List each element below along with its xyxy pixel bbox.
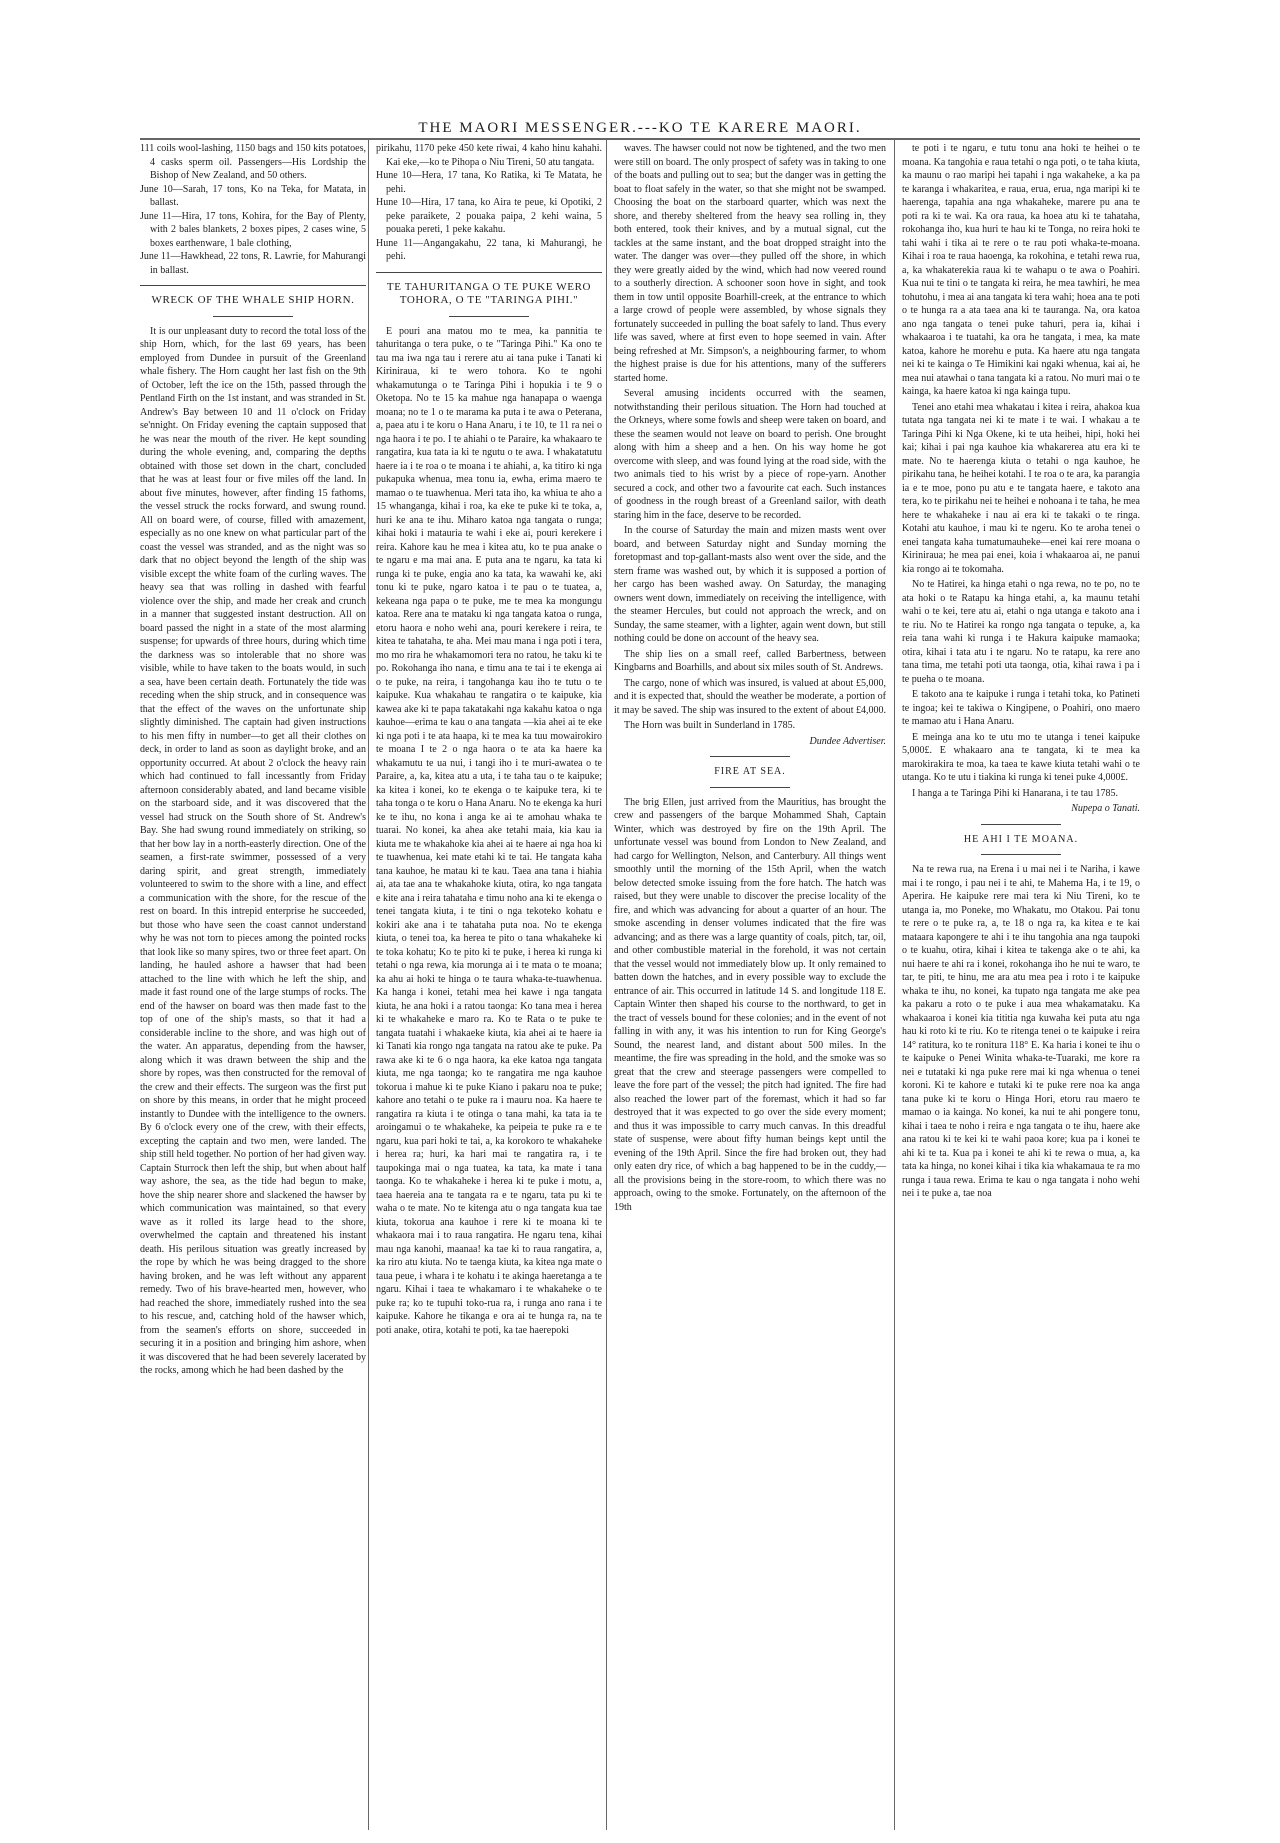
article-paragraph: E pouri ana matou mo te mea, ka pannitia te tahuritanga o tera puke, o te "Taringa Pihi." Ka ono te tau ma iwa nga tau i rerere atu ai tana puke i Tanati ki Kiriniraua, ki te wero tohora. Ko te ngohi whakamutunga o te Taringa Pihi i hopukia i te 9 o Oketopa. No te 15 ka mahue nga hanapapa o waenga moana; no te 1 o te marama ka puta i te awa o Peterana, a, paea atu i te koru o Hana Anaru, i te 10, te 11 ra nei o nga haora i te po. I te ahiahi o te Paraire, ka whakaaro te rangatira, kua tata ia ki te ngutu o te awa. I whakatatutu haere ia i te roa o te moana i te ahiahi, a, ka titiro ki nga pukapuka whenua, mea tonu ia, ewha, erima maero te mamao o te tuawhenua. Meri tata iho, ka whiua te aho a 15 whanganga, kihai i roa, ka eke te puke ki te toka, a, huri ke ana te ihu. Miharo katoa nga tangata o runga; kihai hoki i matauria te wahi i eke ai, pouri kerekere i reira. Kahore kau he mea i kitea atu, ko te pua anake o te ngaru e ma mai ana. E puta ana te ngaru, ka tata ki runga ki te puke, engia ano ka tata, ka wawahi ke, aki tonu ki te puke, ngaro katoa i te pau o te tuatea, a, kekeana nga papa o te puke, me te mea ka mongungu katoa. Rere ana te mataku ki nga tangata katoa o runga, etoru haora e noho wehi ana, pouri kerekere i reira, te kitea te tahataha, te aha. Mei mau mana i nga poti i tera, mo mo rira he whakamomori tera no ratou, he taku ki te po. Rokohanga iho nana, e timu ana te tai i te ekenga ai o te puke, na reira, i tangohanga kau iho te tutu o te kaipuke. Kua whakahau te rangatira o te kaipuke, kia kawea ake ki te papa takatakahi nga kakahu katoa o nga kauhoe—erima te kau o ana tangata —kia ahei ai te eke ki nga poti i te ata haapa, ki te mea ka tuu mowairokiro te moana I te 2 o nga haora o te ata ka haere ka whakamutu te ua nui, i tangi iho i te muri-awatea o te Paraire, a, ka, kitea atu a uta, i te taha tau o te kaipuke; ka kitea i konei, ko te ekenga o te kaipuke tera, ki te taha tonga o te koru o Hana Anaru. No te ekenga ka huri ke te ihu, no kona i anga ke ai te amohau whaka te tuarai. No konei, ka ahea ake tetahi maia, kia kau ia kiuta me te whakahoke kia ahei ai te haere ai nga hoa ki te tuawhenua, kei mate etahi ki te tai. He tangata kaha tana kauhoe, he matau ki te kau. Taea ana tana i hiahia ai, ata tae ana te whakahoke kiuta, otira, ko nga tangata e kite ana i reira tahataha e timu noho ana ki te ekenga o tenei tangata kiuta, i te tini o nga tekoteko kohatu e kokiri ake ana i te tahataha puta noa. No te ekenga kiuta, o tenei toa, ka herea te pito o tana whakaheke ki te toka kohatu; Ko te pito ki te puke, i herea ki runga ki tetahi o nga rewa, kia morunga ai i te mata o te moana; ka ahu ai hoki te hinga o te taura whaka-te-tuawhenua. Ka hanga i konei, tetahi mea hei kawe i nga tangata kiuta, he ana hoki i a ratou taonga: Ko tana mea i herea ki te whakaheke e maro ra. Ko te Rata o te puke te tangata tuatahi i whakaeke kiuta, kia ahei ai te haere ia ki Tanati kia rongo nga tangata na ratou ake te puke. Pa rawa ake ki te 6 o nga haora, ka eke katoa nga tangata kiuta, me nga taonga; ko te rangatira me nga kauhoe tokorua i mahue ki te puke Kiano i pakaru noa te puke; kahore ano tetahi o te puke ra i mauru noa. Ka haere te rangatira ra kiuta i te otinga o tana mahi, ka tata ia te aroingamui o te whakaheke, ka peipeia te puke ra e te ngaru, kua pari hoki te tai, a, ka korokoro te whakaheke i herea ra; huri, ka hari mai te rangatira ra, i te taupokinga mai o nga tuatea, ka tata, ka mate i tana taonga. Ko te whakaheke i herea ki te puke i motu, a, taea haereia ana te tangata ra e te ngaru, tata pu ki te waha o te mate. No te kitenga atu o nga tangata kua tae kiuta, tokorua ana kauhoe i rere ki te moana ki te whakaora mai i to raua rangatira. He ngaru tena, kihai mau nga kanohi, maanaa! ka tae ki to raua rangatira, a, ka riro atu kiuta. No te taenga kiuta, ka kitea nga mate o taua peue, i whara i te kohatu i te akinga haeretanga a te ngaru. Kihai i taea te whakamaro i te whakaheke o te puke ra; ko te tupuhi toko-rua ra, i runga ano rana i te kaipuke. Kahore he tikanga e ora ai te hunga ra, na te poti anake, otira, kotahi te poti, ka tae haerepoki <box>376 325 602 1336</box>
page-header <box>140 120 1140 137</box>
section-divider <box>981 824 1061 825</box>
column-2 <box>376 142 602 1339</box>
shipping-entry: June 11—Hawkhead, 22 tons, R. Lawrie, for Mahurangi in ballast. <box>140 251 366 276</box>
article-paragraph: Tenei ano etahi mea whakatau i kitea i reira, ahakoa kua tutata nga tangata nei ki te mate i te wai. I whakau a te Taringa Pihi ki Nga Okene, ki te uta heihei, hipi, hoki hei kai; kihai i pai nga kauhoe kia whakarerea atu era ki te mate. No te haerenga kiuta o tetahi o nga kauhoe, he pirikahu tana, he heihei kotahi. I te roa o te ara, ka parangia ia e te moe, pono pu atu e te tangata haere, e takoto ana tera, ko te pirikahu nei te heihei e nohoana i te taha, he mea here te whakaheke i nau ai era ki te takaki o te ringa. Kotahi atu kauhoe, i mau ki te ngeru. Ko te aroha tenei o enei tangata kaha tumatumauheke—enei kai rere moana o Kiriniraua; he mea pai enei, koia i whakaaroa ai, ne panui kia rongo ai te tokomaha. <box>902 401 1140 575</box>
masthead-title: THE MAORI MESSENGER.---KO TE KARERE MAORI. <box>418 120 862 136</box>
article-heading: FIRE AT SEA. <box>714 766 786 777</box>
shipping-entry-maori: Hune 11—Angangakahu, 22 tana, ki Mahurangi, he pehi. <box>376 237 602 262</box>
column-rule <box>368 140 369 1830</box>
header-rule <box>140 138 1140 140</box>
column-1 <box>140 142 366 1380</box>
article-paragraph: Na te rewa rua, na Erena i u mai nei i te Nariha, i kawe mai i te rongo, i pau nei i te ahi, te Mahema Ha, i te 19, o Aperira. He kaipuke rere mai tera ki Niu Tireni, ko te utanga ia, mo Poneke, mo Whakatu, mo Otakou. Pai tonu te rere o te puke ra, a, te 18 o nga ra, ka kitea e te kai mataara kapongere te ahi i te ihu tangohia ana nga taupoki o te kuahu, otira, kihai i kitea te takenga ake o te ahi, ka nui haere te ahi ra i konei, rokohanga iho he nui te waro, te tar, te piti, te hinu, me ara atu mea pea i roto i te kaipuke whaka te ihu, no konei, ka tupato nga tangata me ake pea ka pakaru a roto o te puke i aua mea whakamataku. Ka whakaaroa i konei kia tititia nga kuwaha kei puta atu nga hau ki roto ki te riu. Ko te ritenga tenei o te kaipuke i reira 14° ratitura, ko te ronitura 118° E. Ka haria i konei te ihu o te kaipuke o Penei Winita whaka-te-Tuaraki, me kore ra nei e tutataki ki nga puke rere mai ki nga whenua o tenei koroni. Ki te kahore e tutaki ki te puke rere noa ka anga tana puke ki te koru o Hinga Hori, etoru rau maero te mamao o ia kainga. No konei, ka nui te ahi pongere tonu, kihai i taea te noho i reira e nga tangata o te ihu, haere ake ana ratou ki te kei ki te wahi paoa kore; kua pa i konei te ahi ki te ta. Kua pa i konei te ahi ki te rewa o mua, a, ka tata ka hinga, no konei kihai i tika kia whakamaua te ra mo runga i taua rewa. Erima te kau o nga tangata i noho wehi nei i te puke a, tae noa <box>902 864 1140 1199</box>
article-paragraph: waves. The hawser could not now be tightened, and the two men were still on board. The only prospect of safety was in taking to one of the boats and pulling out to sea; but the danger was in getting the boat to float safely in the water, so that she might not be swamped. Choosing the boat on the starboard quarter, which was next the shore, and thereby sheltered from the heavy sea rolling in, they both entered, took their knives, and by a mutual signal, cut the tackles at the same instant, and the boat dropped straight into the water. The danger was over—they pulled off the shore, in which they were greatly aided by the wind, which had now veered round to a southerly direction. A schooner soon hove in sight, and took them in tow until opposite Boarhill-creek, at the entrance to which a large crowd of people were assembled, by whose signals they fortunately succeeded in pulling the boat safely to land. Thus every life was saved, where at first even to hope seemed in vain. After being refreshed at Mr. Simpson's, a neighbouring farmer, to whom the highest praise is due for his attentions, many of the sufferers started home. <box>614 143 886 384</box>
heading-divider <box>981 854 1061 855</box>
heading-divider <box>213 316 293 317</box>
article-byline: Dundee Advertiser. <box>809 735 886 747</box>
article-paragraph: The cargo, none of which was insured, is valued at about £5,000, and it is expected that, should the weather be moderate, a portion of it may be saved. The ship was insured to the extent of about £4,000. <box>614 677 886 716</box>
column-rule <box>894 140 895 1830</box>
article-heading-maori: HE AHI I TE MOANA. <box>963 833 1079 845</box>
article-heading: WRECK OF THE WHALE SHIP HORN. <box>151 294 355 306</box>
article-paragraph: The ship lies on a small reef, called Barbertness, between Kingbarns and Boarhills, and about six miles south of St. Andrews. <box>614 648 886 673</box>
article-paragraph: It is our unpleasant duty to record the total loss of the ship Horn, which, for the last 69 years, has been employed from Dundee in pursuit of the Greenland whale fishery. The Horn caught her last fish on the 9th of October, left the ice on the 15th, passed through the Pentland Firth on the 1st instant, and was stranded in St. Andrew's Bay between 10 and 11 o'clock on Friday se'nnight. On Friday evening the captain supposed that he was near the mouth of the river. He kept sounding during the whole evening, and, comparing the depths obtained with those set down in the chart, concluded that he was at least four or five miles off the land. In about five minutes, however, after finding 15 fathoms, the vessel struck the rocks forward, and swung round. All on board were, of course, filled with amazement, especially as no one knew on what particular part of the coast the vessel was stranded, and as the night was so dark that no object beyond the length of the ship was visible except the white foam of the curling waves. The heavy sea that was rolling in dashed with fearful violence over the ship, and made her creak and crunch in a manner that suggested instant destruction. All on board passed the night in a state of the most alarming suspense; for upwards of three hours, during which time the darkness was so intolerable that no shore was visible, while to have taken to the boats would, in such a sea, have been certain death. Fortunately the tide was receding when the ship struck, and in consequence was that the effect of the waves on the unfortunate ship slightly diminished. The captain had given instructions to his men fifty in number—to get all their clothes on deck, in order to land as soon as daylight broke, and an opportunity occurred. At about 2 o'clock the heavy rain which had continued to fall incessantly from Friday afternoon considerably abated, and land became visible on the starboard side, and it was discovered that the vessel had struck on the South shore of St. Andrew's Bay. She had swung round immediately on striking, so that her bow lay in a north-easterly direction. One of the seamen, a first-rate swimmer, possessed of a very daring spirit, and great strength, immediately volunteered to swim to the shore with a line, and effect a communication with the shore, for the rescue of the rest on board. In this intrepid enterprise he succeeded, but those who have seen the coast cannot understand why he was not torn to pieces among the pointed rocks that look like so many spires, two or three feet apart. On landing, he hauled ashore a hawser that had been attached to the line with which he left the ship, and made it fast round one of the large stumps of rocks. The end of the hawser on board was then made fast to the top of one of the ship's masts, so that it had a considerable incline to the shore, and was high out of the water. An apparatus, depending from the hawser, along which it was drawn between the ship and the shore by ropes, was then constructed for the removal of the crew and their effects. The surgeon was the first put on shore by this means, in order that he might proceed instantly to Dundee with the intelligence to the owners. By 6 o'clock every one of the crew, with their effects, excepting the captain and two men, were landed. The ship still held together. No portion of her had given way. Captain Sturrock then left the ship, but when about half way ashore, the sea, as the tide had begun to make, hove the ship nearer shore and slackened the hawser by which communication was maintained, so that every wave as it rolled its large head to the shore, overwhelmed the captain and threatened his instant death. His perilous situation was greatly increased by the rope by which he was being dragged to the shore having broken, and he was left without any apparent remedy. Two of his brave-hearted men, however, who had reached the shore, immediately rushed into the sea to his rescue, and, catching hold of the hawser which, from the seamen's efforts on shore, succeeded in securing it in a position and bringing him ashore, when it was discovered that he had been severely lacerated by the rocks, among which he had been dashed by the <box>140 325 366 1376</box>
section-divider <box>140 285 366 286</box>
shipping-entry: June 11—Hira, 17 tons, Kohira, for the Bay of Plenty, with 2 bales blankets, 2 boxes pipes, 2 cases wine, 5 boxes earthenware, 1 bale clothing, <box>140 210 366 249</box>
article-paragraph: I hanga a te Taringa Pihi ki Hanarana, i te tau 1785. <box>912 787 1118 799</box>
column-4 <box>902 142 1140 1203</box>
article-paragraph: The Horn was built in Sunderland in 1785. <box>624 720 796 731</box>
shipping-entry: June 10—Sarah, 17 tons, Ko na Teka, for Matata, in ballast. <box>140 183 366 208</box>
article-byline: Nupepa o Tanati. <box>1071 803 1140 814</box>
shipping-entry-maori: Hune 10—Hera, 17 tana, Ko Ratika, ki Te Matata, he pehi. <box>376 170 602 195</box>
column-3 <box>614 142 886 1216</box>
article-paragraph: Several amusing incidents occurred with the seamen, notwithstanding their perilous situation. The Horn had touched at the Orkneys, where some fowls and sheep were taken on board, and these the seamen would not leave on board to perish. One brought along with him a sheep and a hen. On his way home he got overcome with sleep, and was found lying at the road side, with the two animals tied to his wrist by a piece of rope-yarn. Another secured a cock, and other two a favourite cat each. Such instances of goodness in the rough breast of a Greenland sailor, with death staring him in the face, deserve to be recorded. <box>614 388 886 521</box>
shipping-entry-maori: Hune 10—Hira, 17 tana, ko Aira te peue, ki Opotiki, 2 peke paraikete, 2 pouaka paipa, 2 kehi waina, 5 pouaka pereti, 1 peke kakahu. <box>376 197 602 235</box>
article-heading-maori: TE TAHURITANGA O TE PUKE WERO TOHORA, O TE "TARINGA PIHI." <box>386 280 592 306</box>
shipping-entry: 111 coils wool-lashing, 1150 bags and 150 kits potatoes, 4 casks sperm oil. Passengers—His Lordship the Bishop of New Zealand, and 50 others. <box>140 143 366 181</box>
article-paragraph: The brig Ellen, just arrived from the Mauritius, has brought the crew and passengers of the barque Mohammed Shah, Captain Winter, which was destroyed by fire on the 19th April. The unfortunate vessel was bound from London to New Zealand, and had cargo for Wellington, Nelson, and Canterbury. All things went smoothly until the morning of the 15th April, when the watch below detected smoke issuing from the fore hatch. The hatch was raised, but they were unable to discover the precise locality of the fire, and which was advancing for about a quarter of an hour. The smoke ascending in denser volumes indicated that the fire was advancing; and as there was a large quantity of coals, pitch, tar, oil, and other combustible material in the forehold, it was not certain that the vessel would not immediately blow up. It only remained to batten down the hatches, and in every possible way to exclude the entrance of air. This occurred in latitude 14 S. and longitude 118 E. Captain Winter then shaped his course to the northward, to get in the tract of vessels bound for these colonies; and in the event of not falling in with any, it was his intention to run for King George's Sound, the nearest land, and distant about 500 miles. In the meantime, the fire was spreading in the hold, and the smoke was so great that the crew and steerage passengers were compelled to leave the fore part of the vessel; the pitch had ignited. The fire had also reached the lower part of the foremast, which it had so far destroyed that it was expected to go over the side every moment; and thus it was impossible to carry much canvas. In this dreadful state of suspense, were about fifty human beings kept until the evening of the 19th April. Since the fire had broken out, they had only eaten dry rice, of which a bag happened to be in the cuddy,—all the provisions being in the store-room, to which there was no approach, owing to the smoke. Fortunately, on the afternoon of the 19th <box>614 796 886 1213</box>
article-paragraph: E takoto ana te kaipuke i runga i tetahi toka, ko Patineti te ingoa; kei te takiwa o Kingipene, o Poahiri, ono maero te mamao atu i Hana Anaru. <box>902 689 1140 727</box>
heading-divider <box>710 787 790 788</box>
section-divider <box>376 272 602 273</box>
article-paragraph: No te Hatirei, ka hinga etahi o nga rewa, no te po, no te ata hoki o te Ratapu ka hinga etahi, a, ka maunu tetahi wahi o te kei, tere atu ai, etahi o nga utanga e takoto ana i te riu. No te Hatirei ka rongo nga tangata o tepuke, a, ka reia tana wahi ki runga i te Hakura kaipuke mamaoka; otira, kihai i tata atu i te ngaru. No te ratapu, ka rere ano tana tima, me tetahi poti uta taonga, otia, kihai rawa i pa i te pueha o te moana. <box>902 579 1140 685</box>
article-paragraph: te poti i te ngaru, e tutu tonu ana hoki te heihei o te moana. Ka tangohia e raua tetahi o nga poti, o te taha kiuta, ka maunu o rao maripi hei tapahi i nga wakaheke, a ka pa te karanga i whakaritea, e raua, erua, erua, nga maripi ki te haerenga, tapahia ana nga whakaheke, marere pu ana te poti ra ki te wai. Ka ora raua, ka hoea atu ki te tahataha, rokohanga iho, kua huri te hau ki te Tonga, no reira hoki te tahi wahi i tika ai te rere o te rau poti whaka-te-moana. Kihai i roa te rauа haoenga, ka rokohina, e tetahi rewa rua, a, ka whakaterekia raua ki te wahapu o te awa o Poahiri. Kua nui te tini o te tangata ki reira, he mea tawhiri, he mea tohutohu, i mea ai ana tangata ki tera wahi; hoea ana te poti o te hunga ra a ata taea ana ki te tauranga. Na, ora katoa ano nga tangata o tenei puke tahuri, pera ia, kihai i whakaaroa i te tuatahi, ka ora he tangata, i mea, ka mate katoa, kahore he morehu e puta. Ka haere atu nga tangata nei ki te kainga o Te Himikini kai ngaki whenua, kai ai, he mea nui atawhai o tana tangata ki a ratou. No muri mai o te kainga, ka haere katoa ki nga kainga tupu. <box>902 143 1140 397</box>
section-divider <box>710 756 790 757</box>
article-paragraph: E meinga ana ko te utu mo te utanga i tenei kaipuke 5,000£. E whakaaro ana te tangata, ki te mea ka marokirakira te moa, ka taea te kawe kiuta tetahi wahi o te utanga. Ko te utu i tiakina ki runga ki tenei puke 4,000£. <box>902 731 1140 783</box>
column-rule <box>606 140 607 1830</box>
heading-divider <box>449 316 529 317</box>
shipping-entry-maori: pirikahu, 1170 peke 450 kete riwai, 4 kaho hinu kahahi. Kai eke,—ko te Pihopa o Niu Tireni, 50 atu tangata. <box>376 143 602 168</box>
article-paragraph: In the course of Saturday the main and mizen masts went over board, and between Saturday night and Sunday morning the foretopmast and top-gallant-masts also went over the side, and the stern frame was washed out, by which it is supposed a portion of her cargo has been washed away. On Saturday, the managing owners went down, immediately on receiving the intelligence, with the steamer Hercules, but could not approach the wreck, and on Sunday, the same steamer, with a lighter, again went down, but still nothing could be done on account of the heavy sea. <box>614 525 886 644</box>
